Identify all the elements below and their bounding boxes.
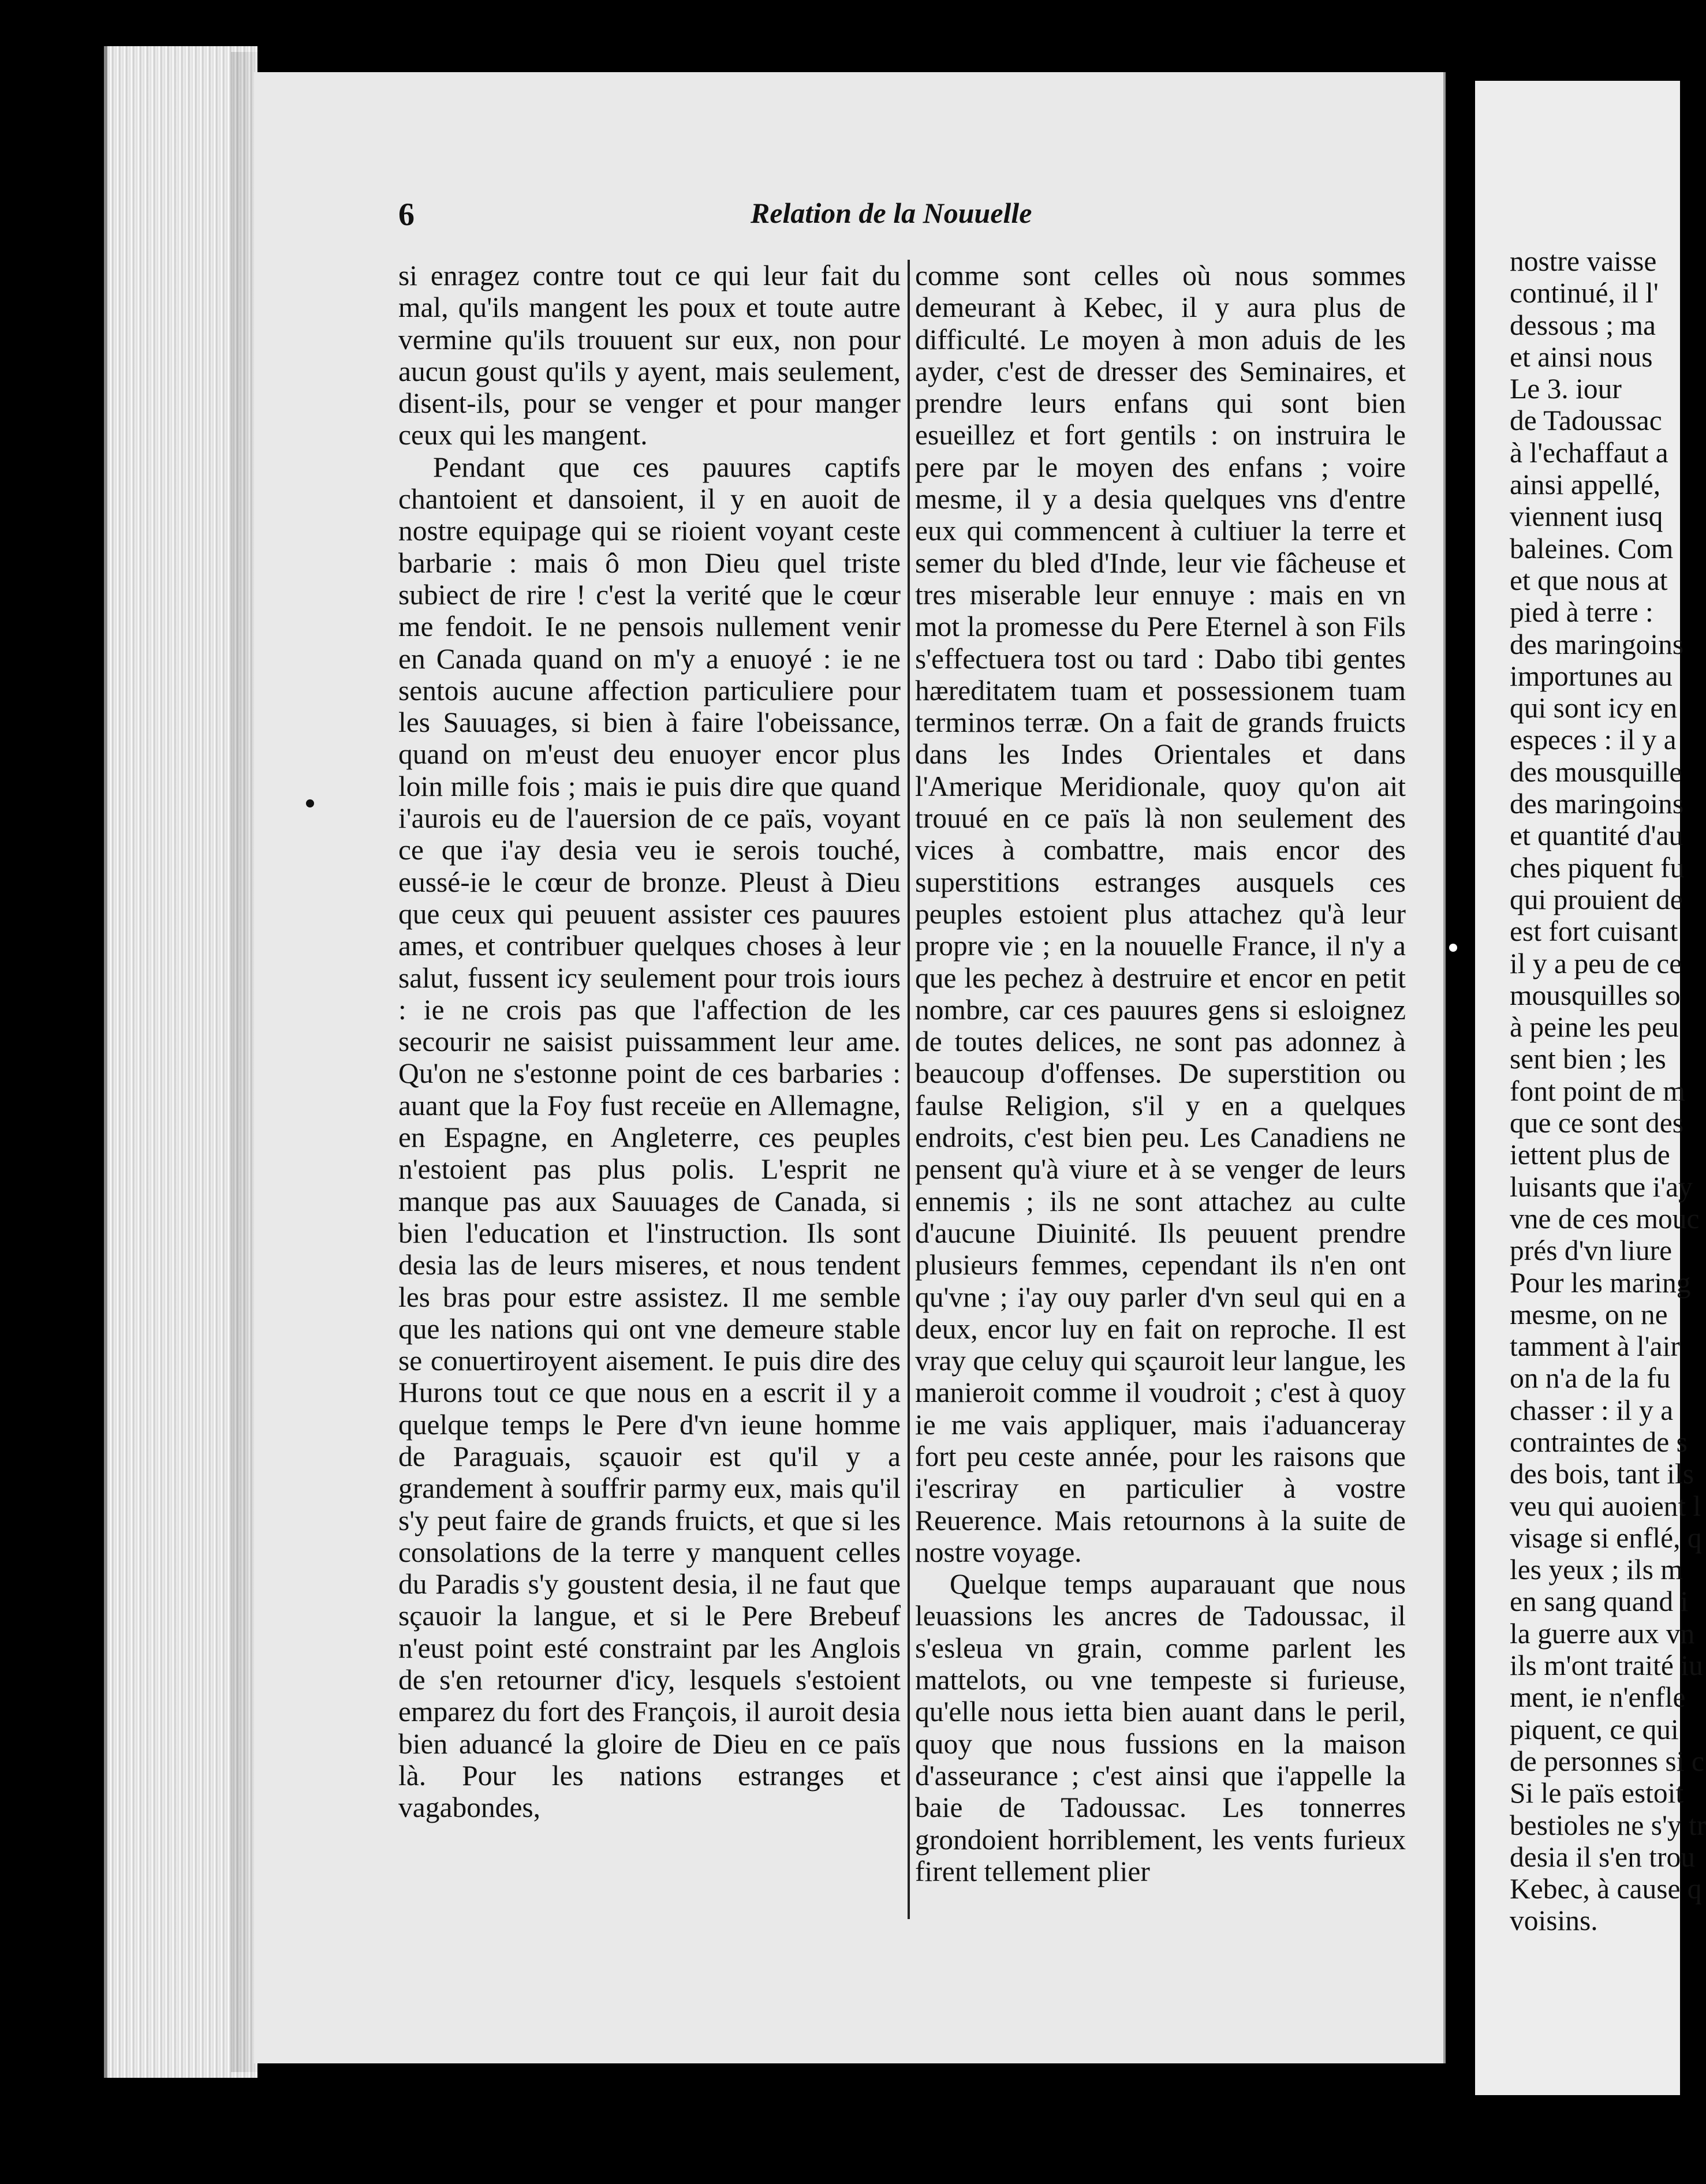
fragment-line: des maringoins <box>1510 788 1684 820</box>
paragraph: Pendant que ces pauures captifs chantoient et dansoient, il y en auoit de nostre equipage qui se rioient voyant ceste barbarie : mais ô mon Dieu quel triste subiect de rire ! c'est la verité que le cœur me fendoit. Ie ne pensois nullement venir en Canada quand on m'y a enuoyé : ie ne sentois aucune affection particuliere pour les Sauuages, si bien à faire l'obeissance, quand on m'eust deu enuoyer encor plus loin mille fois ; mais ie puis dire que quand i'aurois eu de l'auersion de ce païs, voyant ce que i'ay desia veu ie serois touché, eussé-ie le cœur de bronze. Pleust à Dieu que ceux qui peuuent assister ces pauures ames, et contribuer quelques choses à leur salut, fussent icy seulement pour trois iours : ie ne crois pas que l'affection de les secourir ne saisist puissamment leur ame. Qu'on ne s'estonne point de ces barbaries : auant que la Foy fust receüe en Allemagne, en Espagne, en Angleterre, ces peuples n'estoient pas plus polis. L'esprit ne manque pas aux Sauuages de Canada, si bien l'education et l'instruction. Ils sont desia las de leurs miseres, et nous tendent les bras pour estre assistez. Il me semble que les nations qui ont vne demeure stable se conuertiroyent aisement. Ie puis dire des Hurons tout ce que nous en a escrit il y a quelque temps le Pere d'vn ieune homme de Paraguais, sçauoir est qu'il y a grandement à souffrir parmy eux, mais qu'il s'y peut faire de grands fruicts, et que si les consolations de la terre y manquent celles du Paradis s'y goustent desia, il ne faut que sçauoir la langue, et si le Pere Brebeuf n'eust point esté constraint par les Anglois de s'en retourner d'icy, lesquels s'estoient emparez du fort des François, il auroit desia bien aduancé la gloire de Dieu en ce païs là. Pour les nations estranges et vagabondes, <box>398 451 901 1824</box>
fragment-line: nostre vaisse <box>1510 245 1657 277</box>
book-gutter <box>1446 69 1472 2112</box>
fragment-line: en sang quand i <box>1510 1585 1689 1618</box>
fragment-line: ainsi appellé, <box>1510 469 1661 501</box>
fragment-line: pied à terre : <box>1510 596 1653 629</box>
fragment-line: desia il s'en trou <box>1510 1841 1695 1873</box>
left-text-column <box>398 260 901 1824</box>
fragment-line: voisins. <box>1510 1905 1598 1937</box>
fragment-line: veu qui auoient l <box>1510 1490 1701 1522</box>
fragment-line: tamment à l'air <box>1510 1330 1680 1363</box>
fragment-line: et quantité d'au <box>1510 820 1683 852</box>
fragment-line: iettent plus de <box>1510 1139 1670 1171</box>
fragment-line: vne de ces mouc <box>1510 1202 1700 1235</box>
fragment-line: des maringoins <box>1510 628 1684 660</box>
fragment-line: des bois, tant ils <box>1510 1458 1694 1490</box>
fragment-line: piquent, ce qui <box>1510 1713 1679 1745</box>
fragment-line: ment, ie n'enfle <box>1510 1681 1686 1714</box>
ink-speck <box>306 799 314 807</box>
fragment-line: de personnes si c <box>1510 1745 1704 1777</box>
fragment-line: que ce sont des <box>1510 1107 1684 1139</box>
fragment-line: visage si enflé, q <box>1510 1521 1702 1554</box>
fragment-line: des mousquille <box>1510 756 1682 788</box>
fragment-line: est fort cuisant <box>1510 915 1678 948</box>
fragment-line: sent bien ; les <box>1510 1043 1666 1075</box>
fragment-line: qui sont icy en <box>1510 692 1678 724</box>
fragment-line: Kebec, à cause q <box>1510 1873 1702 1905</box>
fragment-line: Si le païs estoit <box>1510 1777 1684 1809</box>
fragment-line: il y a peu de ce <box>1510 947 1682 979</box>
fragment-line: especes : il y a <box>1510 724 1677 756</box>
ink-speck <box>1449 944 1457 952</box>
fragment-line: les yeux ; ils m <box>1510 1554 1683 1586</box>
right-text-column <box>915 260 1406 1887</box>
fragment-line: à l'echaffaut a <box>1510 436 1668 469</box>
column-divider <box>908 260 910 1919</box>
fragment-line: la guerre aux vn <box>1510 1617 1695 1650</box>
fragment-line: et que nous at <box>1510 564 1668 596</box>
fragment-line: luisants que i'ay <box>1510 1170 1693 1203</box>
fragment-line: importunes au <box>1510 660 1673 692</box>
fragment-line: prés d'vn liure <box>1510 1235 1673 1267</box>
fragment-line: ils m'ont traité iu <box>1510 1650 1703 1682</box>
fragment-line: font point de m <box>1510 1075 1685 1107</box>
fragment-line: contraintes de s <box>1510 1426 1688 1458</box>
facing-page-text-fragments <box>1510 245 1706 1937</box>
paragraph: comme sont celles où nous sommes demeurant à Kebec, il y aura plus de difficulté. Le moyen à mon aduis de les ayder, c'est de dresser des Seminaires, et prendre leurs enfans qui sont bien esueillez et fort gentils : on instruira le pere par le moyen des enfans ; voire mesme, il y a desia quelques vns d'entre eux qui commencent à cultiuer la terre et semer du bled d'Inde, leur vie fâcheuse et tres miserable leur ennuye : mais en vn mot la promesse du Pere Eternel à son Fils s'effectuera tost ou tard : Dabo tibi gentes hæreditatem tuam et possessionem tuam terminos terræ. On a fait de grands fruicts dans les Indes Orientales et dans l'Amerique Meridionale, quoy qu'on ait trouué en ce païs là non seulement des vices à combattre, mais encor des superstitions estranges ausquels ces peuples estoient plus attachez qu'à leur propre vie ; en la nouuelle France, il n'y a que les pechez à destruire et encor en petit nombre, car ces pauures gens si esloignez de toutes delices, ne sont pas adonnez à beaucoup d'offenses. De superstition ou faulse Religion, s'il y en a quelques endroits, c'est bien peu. Les Canadiens ne pensent qu'à viure et à se venger de leurs ennemis ; ils ne sont attachez au culte d'aucune Diuinité. Ils peuuent prendre plusieurs femmes, cependant ils n'en ont qu'vne ; i'ay ouy parler d'vn seul qui en a deux, encor luy en fait on reproche. Il est vray que celuy qui sçauroit leur langue, les manieroit comme il voudroit ; c'est à quoy ie me vais appliquer, mais i'aduanceray fort peu ceste année, pour les raisons que i'escriray en particulier à vostre Reuerence. Mais retournons à la suite de nostre voyage. <box>915 260 1406 1568</box>
fragment-line: qui prouient de <box>1510 883 1683 915</box>
fragment-line: de Tadoussac <box>1510 405 1662 437</box>
fragment-line: mousquilles so <box>1510 979 1681 1011</box>
fragment-line: Le 3. iour <box>1510 373 1622 405</box>
fragment-line: mesme, on ne <box>1510 1298 1668 1330</box>
fragment-line: on n'a de la fu <box>1510 1362 1671 1394</box>
fragment-line: et ainsi nous <box>1510 341 1653 373</box>
page-number: 6 <box>398 197 415 233</box>
fragment-line: ches piquent fu <box>1510 851 1685 884</box>
paragraph: Quelque temps auparauant que nous leuassions les ancres de Tadoussac, il s'esleua vn grain, comme parlent les mattelots, ou vne tempeste si furieuse, qu'elle nous ietta bien auant dans le peril, quoy que nous fussions en la maison d'asseurance ; c'est ainsi que i'appelle la baie de Tadoussac. Les tonnerres grondoient horriblement, les vents furieux firent tellement plier <box>915 1568 1406 1887</box>
fragment-line: Pour les maring <box>1510 1266 1691 1299</box>
running-title: Relation de la Nouuelle <box>751 197 1032 229</box>
fragment-line: continué, il l' <box>1510 277 1659 309</box>
fragment-line: à peine les peu <box>1510 1011 1679 1044</box>
fragment-line: viennent iusq <box>1510 500 1663 533</box>
fragment-line: bestioles ne s'y tr <box>1510 1809 1706 1841</box>
fragment-line: baleines. Com <box>1510 532 1674 564</box>
paragraph: si enragez contre tout ce qui leur fait du mal, qu'ils mangent les poux et toute autre vermine qu'ils trouuent sur eux, non pour aucun goust qu'ils y ayent, mais seulement, disent-ils, pour se venger et pour manger ceux qui les mangent. <box>398 260 901 451</box>
fragment-line: chasser : il y a <box>1510 1394 1674 1426</box>
fragment-line: dessous ; ma <box>1510 309 1656 341</box>
